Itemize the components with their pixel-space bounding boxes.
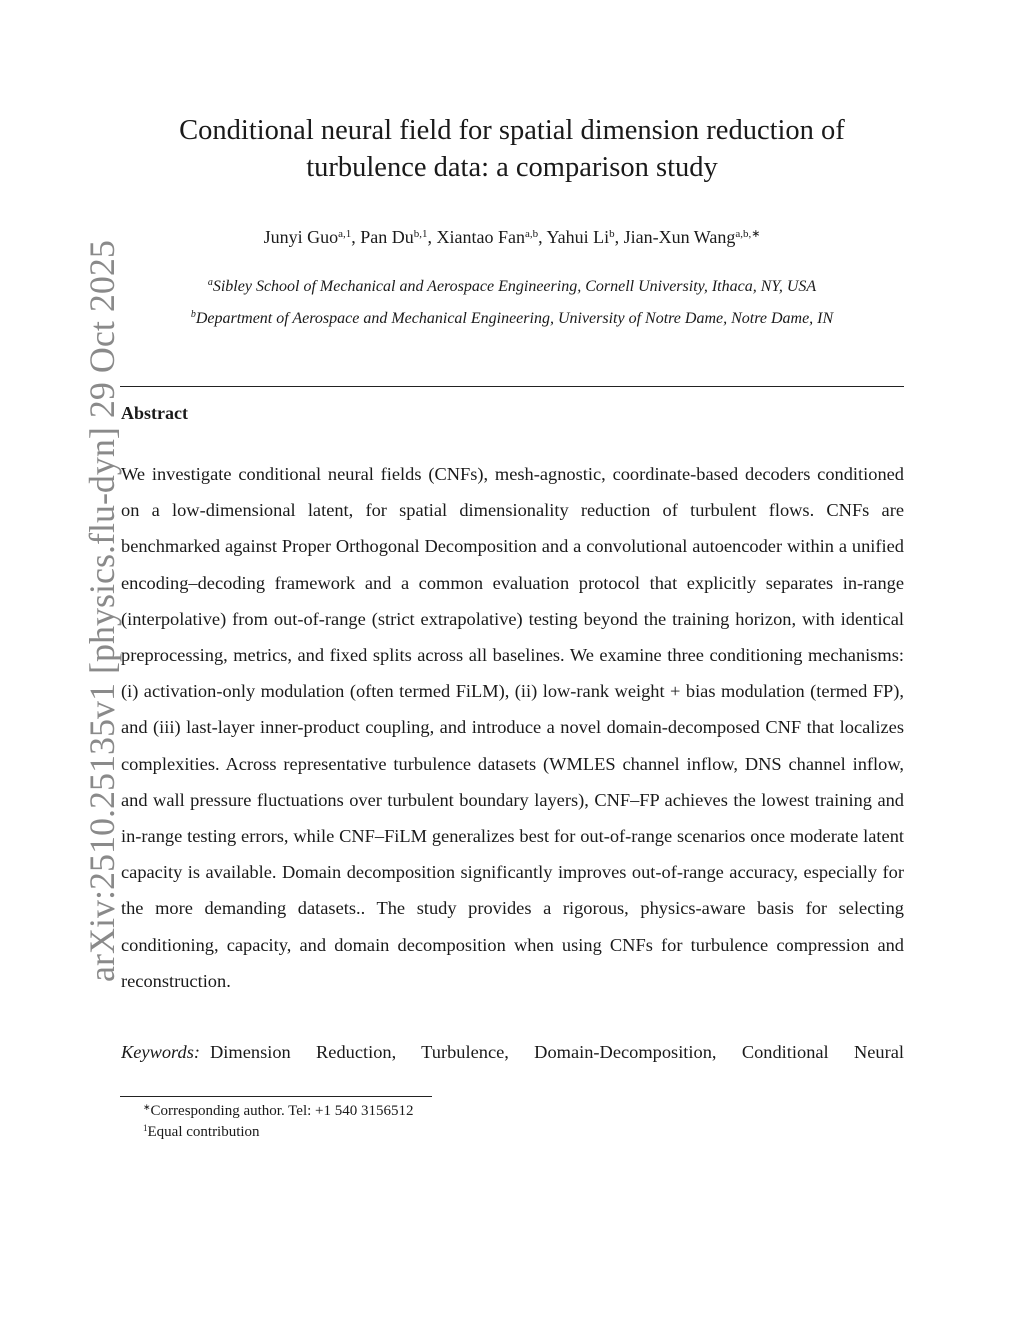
abstract-heading: Abstract	[121, 403, 188, 423]
author-affil-mark: a,1	[338, 228, 352, 240]
footnote-equal-contribution	[143, 1122, 260, 1142]
footnote-corresponding	[143, 1101, 414, 1121]
author-affil-mark: a,b,∗	[735, 228, 761, 240]
keywords-text: Dimension Reduction, Turbulence, Domain-Decomposition, Conditional Neural	[210, 1042, 904, 1062]
abstract-body: We investigate conditional neural fields (CNFs), mesh-agnostic, coordinate-based decoders conditioned on a low-dimensional latent, for spatial dimensionality reduction of turbulent flows. CNFs are benchmarked against Proper Orthogonal Decomposition and a convolutional autoencoder within a unified encoding–decoding framework and a common evaluation protocol that explicitly separates in-range (interpolative) from out-of-range (strict extrapolative) testing beyond the training horizon, with identical preprocessing, metrics, and fixed splits across all baselines. We examine three conditioning mechanisms: (i) activation-only modulation (often termed FiLM), (ii) low-rank weight + bias modulation (termed FP), and (iii) last-layer inner-product coupling, and introduce a novel domain-decomposed CNF that localizes complexities. Across representative turbulence datasets (WMLES channel inflow, DNS channel inflow, and wall pressure fluctuations over turbulent boundary layers), CNF–FP achieves the lowest training and in-range testing errors, while CNF–FiLM generalizes best for out-of-range scenarios once moderate latent capacity is available. Domain decomposition significantly improves out-of-range accuracy, especially for the more demanding datasets.. The study provides a rigorous, physics-aware basis for selecting conditioning, capacity, and domain decomposition when using CNFs for turbulence compression and reconstruction.	[121, 464, 904, 991]
author-affil-mark: b	[609, 228, 615, 240]
footnote-mark: 1	[143, 1123, 148, 1133]
author-name: Jian-Xun Wang	[623, 227, 736, 247]
title-line-2: turbulence data: a comparison study	[306, 152, 718, 183]
affiliation-text: Sibley School of Mechanical and Aerospace Engineering, Cornell University, Ithaca, NY, USA	[212, 278, 817, 295]
abstract-top-rule	[120, 386, 904, 387]
author-affil-mark: b,1	[413, 228, 428, 240]
footnote-text: Corresponding author. Tel: +1 540 3156512	[150, 1103, 414, 1119]
affiliation-a	[120, 276, 904, 298]
affiliation-mark: a	[207, 277, 213, 288]
title-line-1: Conditional neural field for spatial dimension reduction of	[179, 115, 845, 146]
author-list: Junyi Guo$^{a,1}$, Pan Du$^{b,1}$, Xiantao Fan$^{a,b}$, Yahui Li$^b$, Jian-Xun Wang$^{a,b,∗}$	[263, 227, 761, 247]
paper-title	[120, 112, 904, 186]
author-affil-mark: a,b	[524, 228, 539, 240]
footnote-mark: ∗	[143, 1102, 151, 1112]
author-name: Junyi Guo	[263, 227, 339, 247]
arxiv-identifier-stamp: arXiv:2510.25135v1 [physics.flu-dyn] 29 Oct 2025	[82, 240, 122, 982]
affiliation-text: Department of Aerospace and Mechanical Engineering, University of Notre Dame, Notre Dame, IN	[195, 310, 834, 327]
keywords-line	[121, 1039, 904, 1065]
affiliation-b	[120, 308, 904, 330]
author-name: Pan Du	[360, 227, 414, 247]
author-name: Xiantao Fan	[436, 227, 525, 247]
keywords-label: Keywords:	[121, 1042, 201, 1062]
author-name: Yahui Li	[546, 227, 610, 247]
affiliation-mark: b	[190, 309, 196, 320]
footnote-rule	[120, 1096, 432, 1097]
footnote-text: Equal contribution	[147, 1124, 260, 1140]
